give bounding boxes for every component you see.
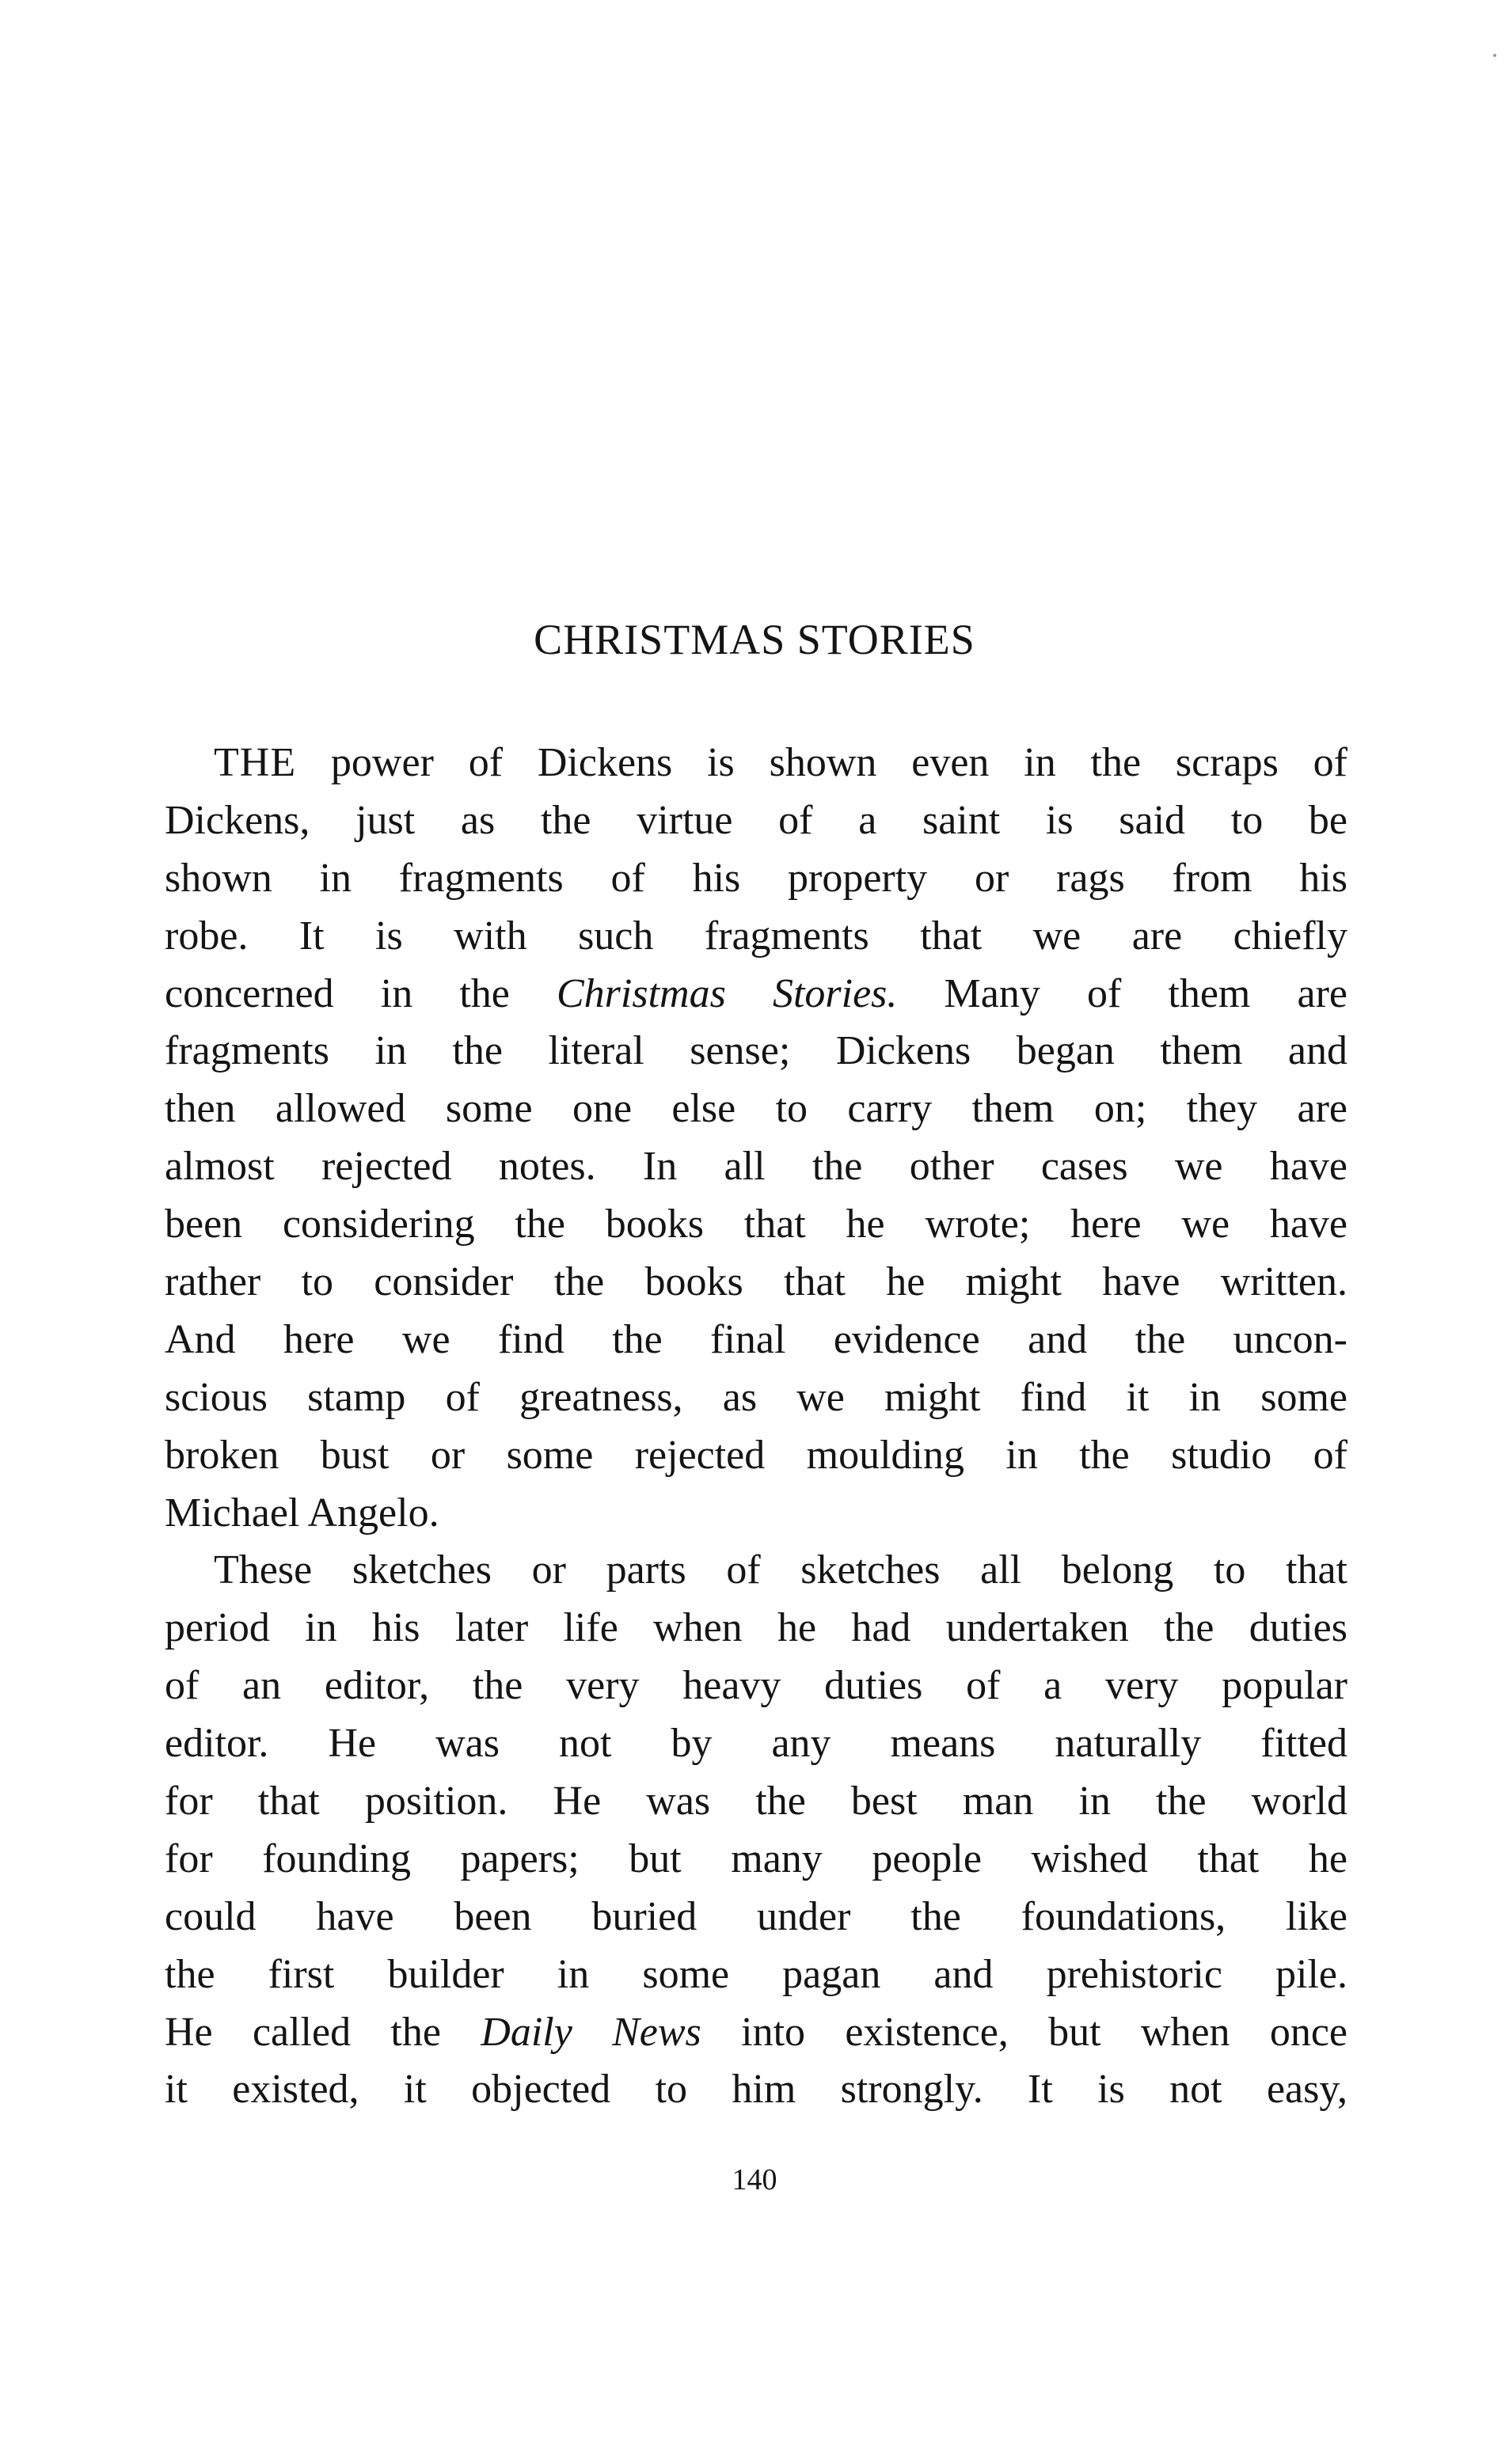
text-line: for that position. He was the best man in the world [165,1779,1347,1824]
text-line: robe. It is with such fragments that we are chiefly [165,913,1347,959]
text-line: editor. He was not by any means naturally fitted [165,1721,1347,1767]
text-line: then allowed some one else to carry them on; they are [165,1086,1347,1132]
text-line: rather to consider the books that he might have written. [165,1259,1347,1305]
text-line: scious stamp of greatness, as we might find it in some [165,1374,1347,1420]
text-line: And here we find the final evidence and the uncon- [165,1316,1347,1362]
italic-title: Daily News [481,2009,701,2055]
text-line: been considering the books that he wrote; here we have [165,1202,1347,1247]
text-line: for founding papers; but many people wished that he [165,1836,1347,1881]
text-line: the first builder in some pagan and prehistoric pile. [165,1951,1347,1997]
text-line: shown in fragments of his property or rags from his [165,855,1347,901]
text-line: fragments in the literal sense; Dickens began them and [165,1028,1347,1074]
italic-title: Christmas Stories. [556,970,898,1016]
text-line: broken bust or some rejected moulding in the studio of [165,1432,1347,1478]
text-line: concerned in the Christmas Stories. Many of them are [165,970,1347,1016]
chapter-title: CHRISTMAS STORIES [534,616,975,663]
body-text [165,735,1347,2119]
text-line: of an editor, the very heavy duties of a very popular [165,1663,1347,1709]
text-line: These sketches or parts of sketches all belong to that [214,1547,1347,1593]
paper-speck [1493,54,1496,57]
drop-word: THE [214,740,297,785]
text-line: THE power of Dickens is shown even in the scraps of [214,740,1347,785]
text-line: almost rejected notes. In all the other cases we have [165,1144,1347,1190]
text-line: period in his later life when he had undertaken the duties [165,1605,1347,1651]
text-line: it existed, it objected to him strongly. It is not easy, [165,2067,1347,2113]
text-line: Michael Angelo. [165,1490,439,1536]
text-line: Dickens, just as the virtue of a saint is said to be [165,797,1347,843]
text-line: He called the Daily News into existence, but when once [165,2009,1348,2055]
page-number: 140 [732,2163,777,2196]
text-line: could have been buried under the foundations, like [165,1893,1347,1939]
